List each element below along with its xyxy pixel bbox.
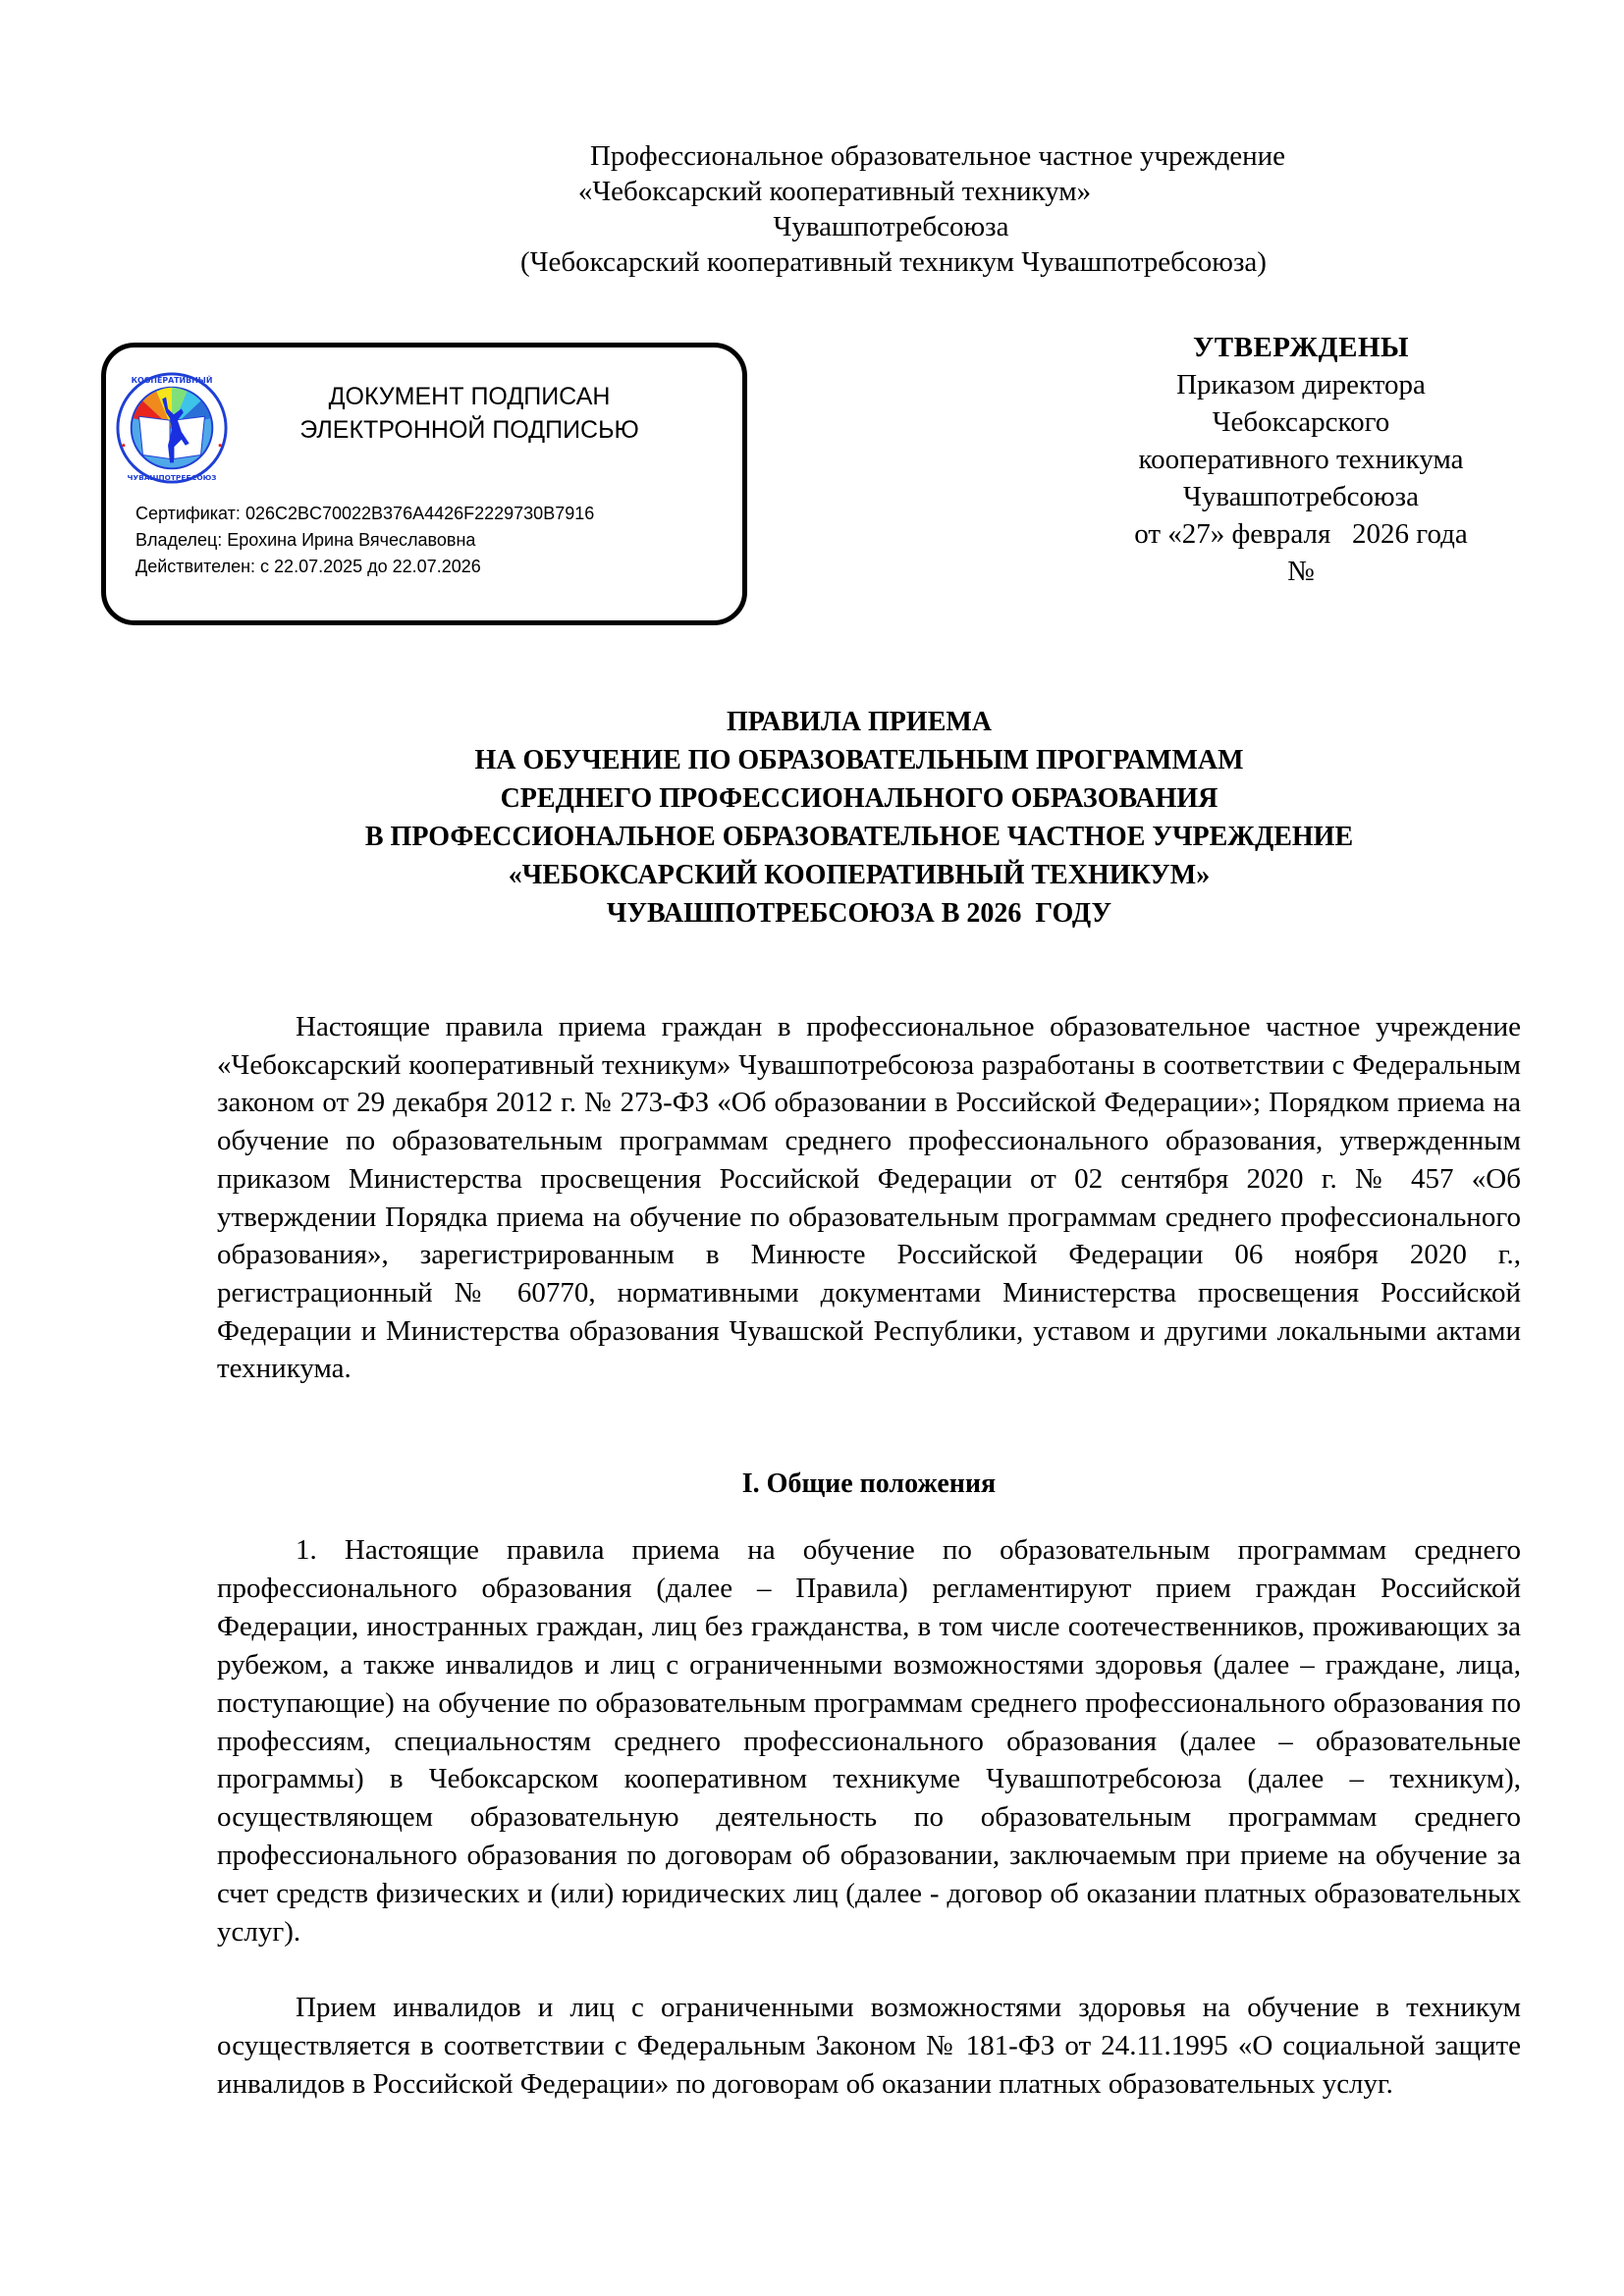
- owner-label: Владелец:: [135, 530, 223, 550]
- title-line: СРЕДНЕГО ПРОФЕССИОНАЛЬНОГО ОБРАЗОВАНИЯ: [500, 783, 1218, 814]
- owner-value: Ерохина Ирина Вячеславовна: [227, 530, 476, 550]
- college-emblem-icon: [114, 369, 230, 487]
- svg-text:ЧУВАШПОТРЕБСОЮЗ: ЧУВАШПОТРЕБСОЮЗ: [127, 473, 217, 483]
- approval-number: №: [1287, 556, 1315, 587]
- title-line: НА ОБУЧЕНИЕ ПО ОБРАЗОВАТЕЛЬНЫМ ПРОГРАММАМ: [474, 745, 1244, 775]
- document-title: [196, 703, 1522, 933]
- section-paragraph: Прием инвалидов и лиц с ограниченными возможностями здоровья на обучение в техникум осуществляется в соответствии с Федеральным Законом № 181-ФЗ от 24.11.1995 «О социальной защите инвалидов в Российской Федерации» по договорам об оказании платных образовательных услуг.: [217, 1992, 1521, 2100]
- org-header-line: Профессиональное образовательное частное учреждение: [589, 140, 1286, 172]
- organization-header: [393, 138, 1434, 280]
- approval-line: Чувашпотребсоюза: [1182, 481, 1419, 512]
- org-header-line: (Чебоксарский кооперативный техникум Чувашпотребсоюза): [520, 246, 1267, 278]
- title-line: В ПРОФЕССИОНАЛЬНОЕ ОБРАЗОВАТЕЛЬНОЕ ЧАСТНОЕ УЧРЕЖДЕНИЕ: [364, 822, 1354, 852]
- approval-date: от «27» февраля 2026 года: [1134, 518, 1468, 550]
- signature-heading-line: ДОКУМЕНТ ПОДПИСАН: [328, 383, 611, 410]
- validity-row: [135, 554, 594, 580]
- title-line: «ЧЕБОКСАРСКИЙ КООПЕРАТИВНЫЙ ТЕХНИКУМ»: [508, 860, 1211, 890]
- signature-heading: [244, 380, 695, 447]
- certificate-label: Сертификат:: [135, 504, 241, 523]
- certificate-value: 026C2BC70022B376A4426F2229730B7916: [244, 504, 595, 523]
- section-paragraph: 1. Настоящие правила приема на обучение по образовательным программам среднего профессионального образования (далее – Правила) регламентируют прием граждан Российской Федерации, иностранных граждан, лиц без гражданства, в том числе соотечественников, проживающих за рубежом, а также инвалидов и лиц с ограниченными возможностями здоровья (далее – граждане, лица, поступающие) на обучение по образовательным программам среднего профессионального образования по профессиям, специальностям среднего профессионального образования (далее – образовательные программы) в Чебоксарском кооперативном техникуме Чувашпотребсоюза (далее – техникум), осуществляющем образовательную деятельность по образовательным программам среднего профессионального образования по договорам об образовании, заключаемым при приеме на обучение за счет средств физических и (или) юридических лиц (далее - договор об оказании платных образовательных услуг).: [217, 1534, 1521, 1949]
- owner-row: [135, 527, 594, 554]
- signature-details: [135, 501, 594, 580]
- svg-text:КООПЕРАТИВНЫЙ: КООПЕРАТИВНЫЙ: [131, 375, 213, 385]
- approval-line: Приказом директора: [1176, 369, 1426, 400]
- electronic-signature-stamp: [101, 343, 747, 625]
- org-header-line: «Чебоксарский кооперативный техникум»: [577, 176, 1092, 207]
- validity-label: Действителен:: [135, 557, 256, 576]
- title-line: ЧУВАШПОТРЕБСОЮЗА В 2026 ГОДУ: [606, 898, 1112, 929]
- approval-block: [1070, 329, 1532, 590]
- approval-line: Чебоксарского: [1212, 406, 1390, 438]
- approval-title: УТВЕРЖДЕНЫ: [1192, 332, 1409, 363]
- intro-paragraph: Настоящие правила приема граждан в профессиональное образовательное частное учреждение «Чебоксарский кооперативный техникум» Чувашпотребсоюза разработаны в соответствии с Федеральным законом от 29 декабря 2012 г. № 273-ФЗ «Об образовании в Российской Федерации»; Порядком приема на обучение по образовательным программам среднего профессионального образования, утвержденным приказом Министерства просвещения Российской Федерации от 02 сентября 2020 г. № 457 «Об утверждении Порядка приема на обучение по образовательным программам среднего профессионального образования», зарегистрированным в Минюсте Российской Федерации 06 ноября 2020 г., регистрационный № 60770, нормативными документами Министерства просвещения Российской Федерации и Министерства образования Чувашской Республики, уставом и другими локальными актами техникума.: [217, 1011, 1521, 1385]
- validity-value: с 22.07.2025 до 22.07.2026: [260, 557, 481, 576]
- certificate-row: [135, 501, 594, 527]
- signature-heading-line: ЭЛЕКТРОННОЙ ПОДПИСЬЮ: [299, 416, 639, 444]
- approval-line: кооперативного техникума: [1138, 444, 1464, 475]
- org-header-line: Чувашпотребсоюза: [773, 211, 1009, 242]
- section-heading: I. Общие положения: [741, 1468, 997, 1499]
- title-line: ПРАВИЛА ПРИЕМА: [726, 707, 993, 737]
